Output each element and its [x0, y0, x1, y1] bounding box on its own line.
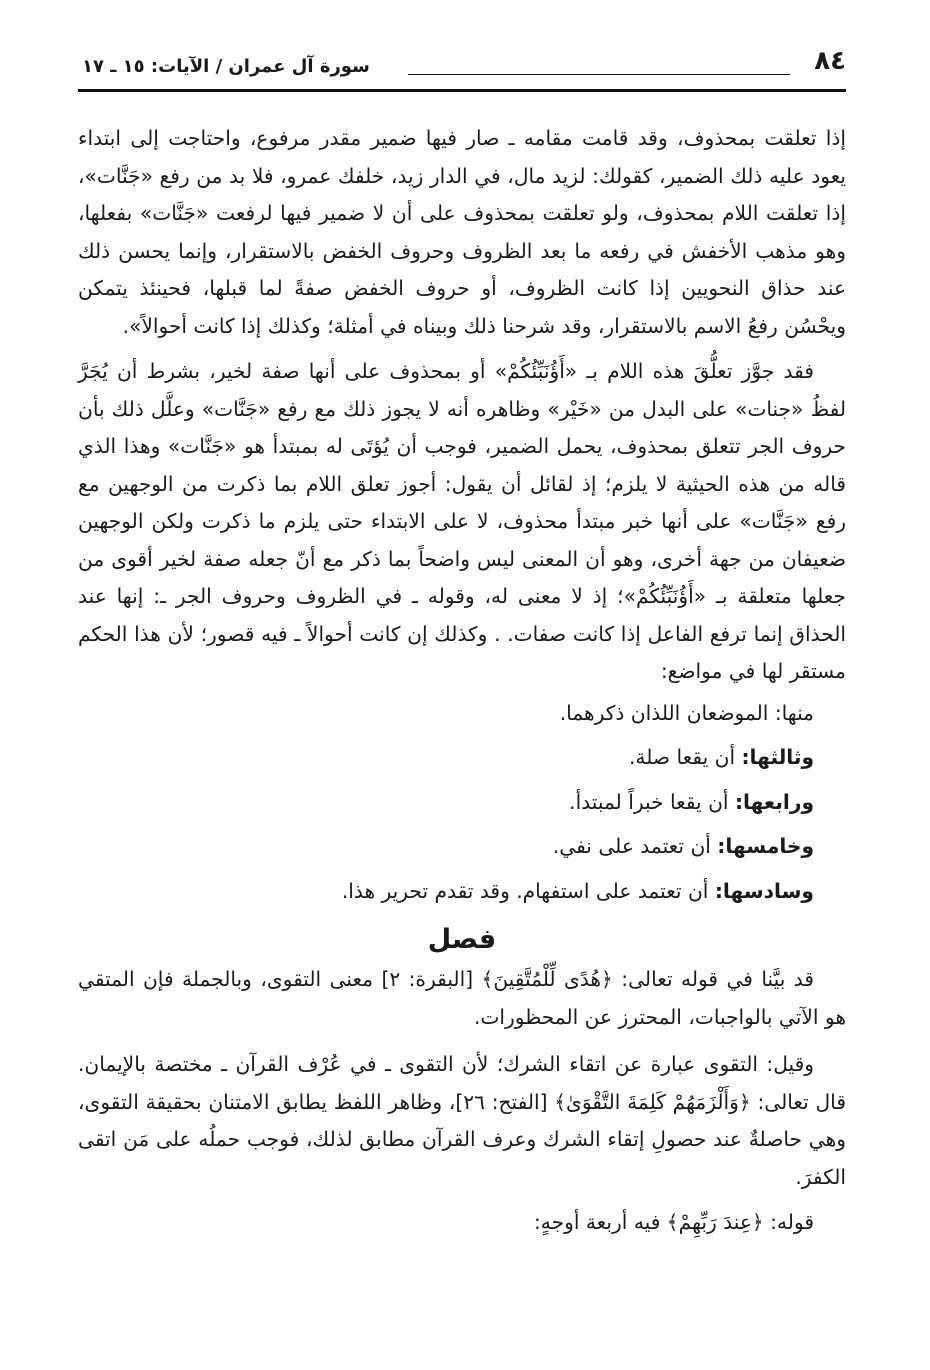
list-label: وخامسها:: [717, 834, 814, 858]
list-text: أن يقعا خبراً لمبتدأ.: [569, 789, 735, 814]
paragraph-1: إذا تعلقت بمحذوف، وقد قامت مقامه ـ صار فيها ضمير مقدر مرفوع، واحتاجت إلى ابتداء يعود عليه ذلك الضمير، كقولك: لزيد مال، في الدار زيد، خلفك عمرو، فلا بد من رفع «جَنَّات»، إذا تعلقت اللام بمحذوف، ولو تعلقت بمحذوف على أن لا ضمير فيها لرفعت «جَنَّات» بفعلها، وهو مذهب الأخفش في رفعه ما بعد الظروف وحروف الخفض بالاستقرار، وإنما يحسن ذلك عند حذاق النحويين إذا كانت الظروف، أو حروف الخفض صفةً لما قبلها، فحينئذ يتمكن ويحْسُن رفعُ الاسم بالاستقرار، وقد شرحنا ذلك وبيناه في أمثلة؛ وكذلك إذا كانت أحوالاً».: [78, 126, 846, 338]
page-body: [78, 120, 846, 1242]
list-text: منها: الموضعان اللذان ذكرهما.: [559, 700, 814, 725]
paragraph-3: قد بيَّنا في قوله تعالى: ﴿هُدًى لِّلْمُتَّقِينَ﴾ [البقرة: ٢] معنى التقوى، وبالجملة فإن المتقي هو الآتي بالواجبات، المحترز عن المحظورات.: [78, 967, 846, 1029]
page-number: ٨٤: [814, 46, 846, 76]
list-text: أن يقعا صلة.: [629, 745, 742, 769]
list-text: أن تعتمد على استفهام. وقد تقدم تحرير هذا.: [341, 878, 715, 903]
header-title: سورة آل عمران / الآيات: ١٥ ـ ١٧: [78, 56, 370, 77]
paragraph-4: وقيل: التقوى عبارة عن اتقاء الشرك؛ لأن التقوى ـ في عُرْف القرآن ـ مختصة بالإيمان. قال تعالى: ﴿وَأَلْزَمَهُمْ كَلِمَةَ التَّقْوَىٰ﴾ [الفتح: ٢٦]، وظاهر اللفظ يطابق الامتنان بحقيقة التقوى، وهي حاصلةٌ عند حصولِ إتقاء الشرك وعرف القرآن مطابق لذلك، فوجب حملُه على مَن اتقى الكفرَ.: [78, 1052, 846, 1189]
header-rule: [78, 89, 846, 92]
header-thin-rule: [408, 74, 790, 75]
list-label: ورابعها:: [734, 789, 814, 814]
list-item-5: [78, 824, 846, 869]
list-item-6: [78, 869, 846, 914]
paragraph-5: قوله: ﴿عِندَ رَبِّهِمْ﴾ فيه أربعة أوجهٍ:: [533, 1210, 814, 1234]
list-label: وسادسها:: [714, 878, 814, 903]
list-label: وثالثها:: [741, 745, 814, 769]
section-title: فصل: [427, 924, 497, 955]
list-item-1: [78, 691, 846, 736]
list-item-3: [78, 735, 846, 780]
paragraph-2: فقد جوَّز تعلُّقَ هذه اللام بـ «أَؤُنَبِّئُكُمْ» أو بمحذوف على أنها صفة لخير، بشرط أن يُجَرَّ لفظُ «جنات» على البدل من «خَيْر» وظاهره أنه لا يجوز ذلك مع رفع «جَنَّات» وعلَّل ذلك بأن حروف الجر تتعلق بمحذوف، يحمل الضمير، فوجب أن يُؤتَى له بمبتدأ هو «جَنَّات» وهذا الذي قاله من هذه الحيثية لا يلزم؛ إذ لقائل أن يقول: أجوز تعلق اللام بما ذكرت من الوجهين مع رفع «جَنَّات» على أنها خبر مبتدأ محذوف، لا على الابتداء حتى يلزم ما ذكرت ولكن الوجهين ضعيفان من جهة أخرى، وهو أن المعنى ليس واضحاً بما ذكر مع أنّ جعله صفة لخير أقوى من جعلها متعلقة بـ «أَؤُنَبِّئُكُمْ»؛ إذ لا معنى له، وقوله ـ في الظروف وحروف الجر ـ: إنها عند الحذاق إنما ترفع الفاعل إذا كانت صفات. . وكذلك إن كانت أحوالاً ـ فيه قصور؛ لأن هذا الحكم مستقر لها في مواضع:: [78, 359, 846, 683]
page-header: [78, 42, 846, 92]
list-text: أن تعتمد على نفي.: [552, 834, 718, 858]
list-item-4: [78, 780, 846, 825]
